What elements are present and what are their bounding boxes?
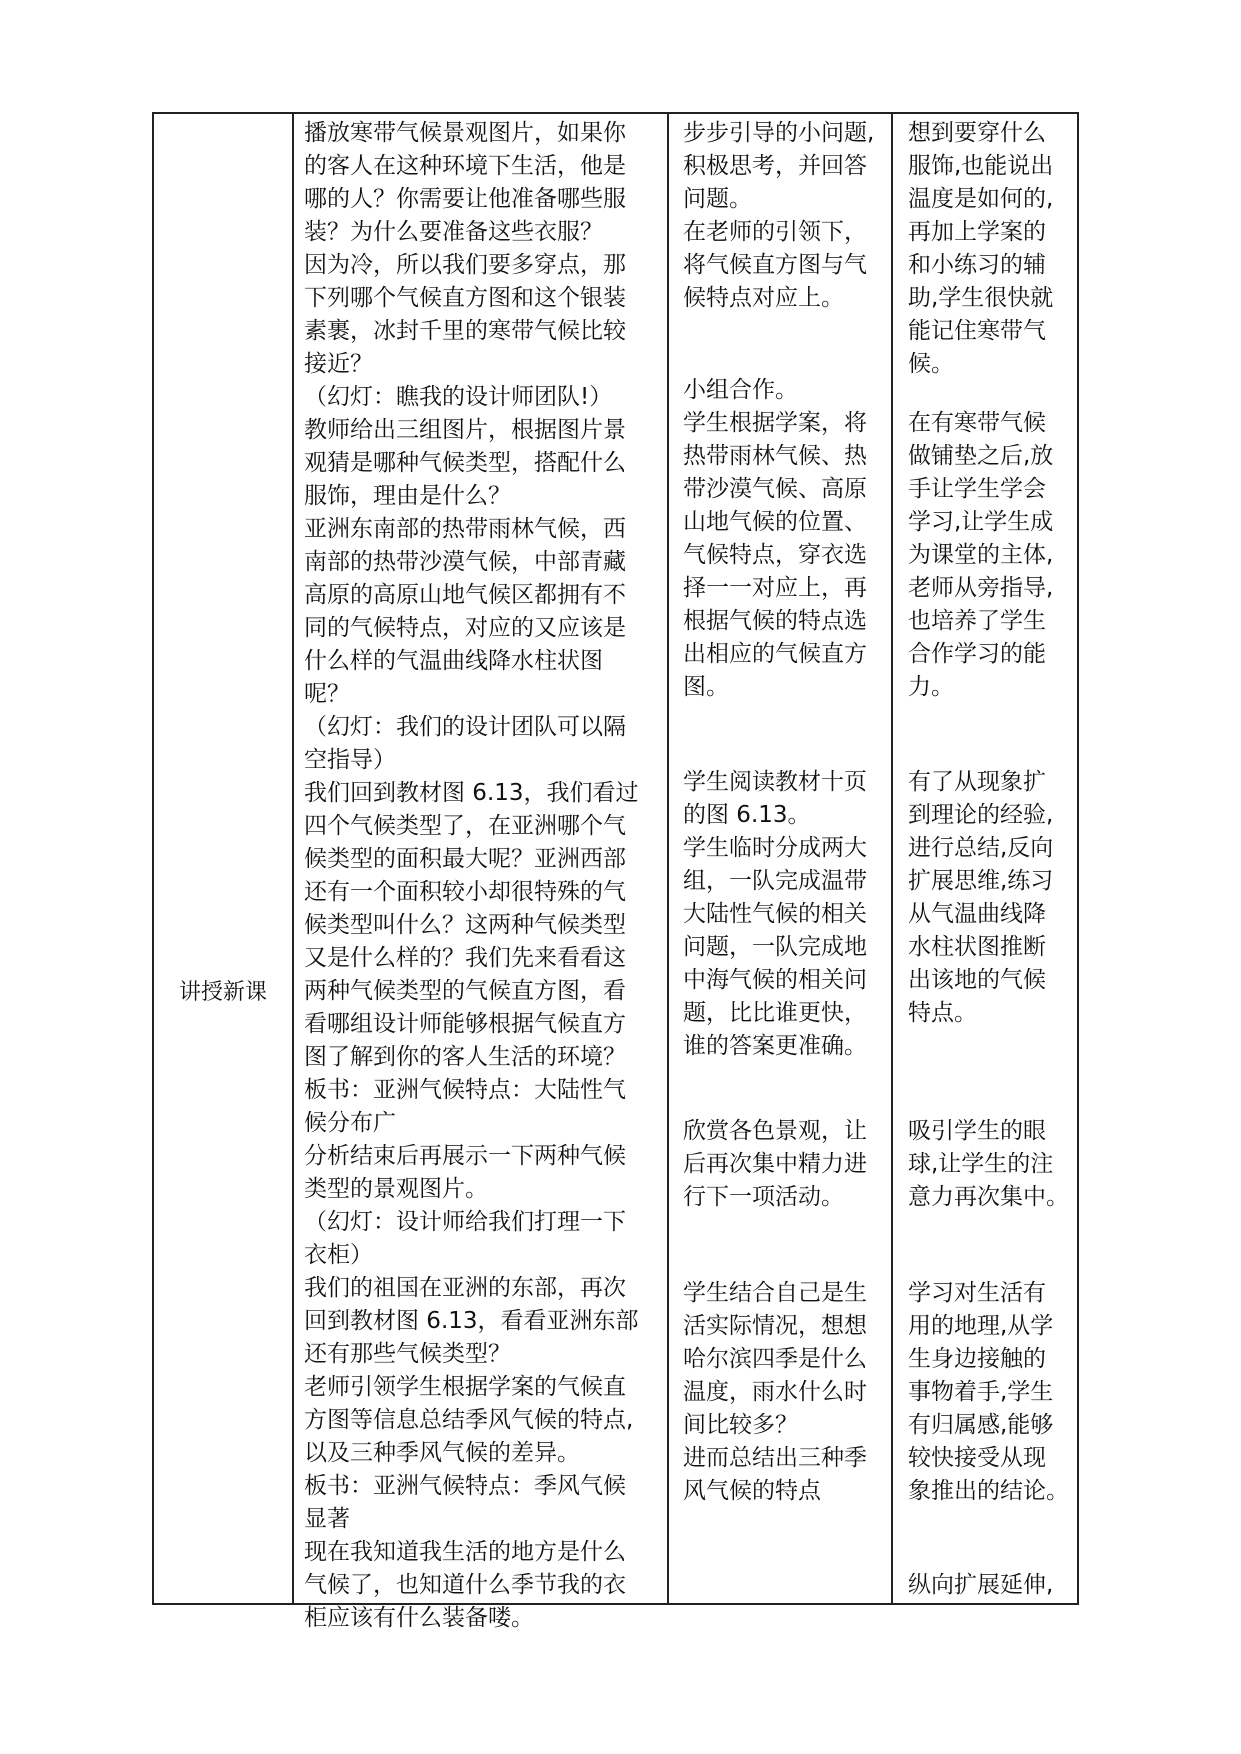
- text-line: 高原的高原山地气候区都拥有不: [304, 582, 626, 608]
- text-line: 素裹，冰封千里的寒带气候比较: [304, 318, 626, 344]
- design-intent-block: [908, 407, 1053, 704]
- text-line: 四个气候类型了，在亚洲哪个气: [304, 813, 626, 839]
- text-line: 还有那些气候类型？: [304, 1341, 511, 1367]
- text-line: （幻灯：瞧我的设计师团队!）: [304, 384, 613, 410]
- text-line: 教师给出三组图片，根据图片景: [304, 417, 626, 443]
- text-line: 学生结合自己是生: [683, 1280, 867, 1306]
- text-line: 想到要穿什么: [908, 120, 1046, 146]
- text-line: 候类型的面积最大呢？亚洲西部: [304, 846, 626, 872]
- text-line: 合作学习的能: [908, 641, 1046, 667]
- text-line: 生身边接触的: [908, 1346, 1046, 1372]
- text-line: 出该地的气候: [908, 967, 1046, 993]
- text-line: 球,让学生的注: [908, 1151, 1054, 1177]
- text-line: 图了解到你的客人生活的环境？: [304, 1044, 626, 1070]
- text-line: 南部的热带沙漠气候，中部青藏: [304, 549, 626, 575]
- text-line: 亚洲东南部的热带雨林气候，西: [304, 516, 626, 542]
- text-line: 我们回到教材图 6.13，我们看过: [304, 780, 639, 806]
- text-line: 中海气候的相关问: [683, 967, 867, 993]
- text-line: 带沙漠气候、高原: [683, 476, 867, 502]
- text-line: 和小练习的辅: [908, 252, 1046, 278]
- text-line: 也培养了学生: [908, 608, 1046, 634]
- design-intent-block: [908, 1277, 1069, 1508]
- text-line: 水柱状图推断: [908, 934, 1046, 960]
- text-line: 候特点对应上。: [683, 285, 844, 311]
- design-intent-block: [908, 1569, 1053, 1602]
- text-line: 学生临时分成两大: [683, 835, 867, 861]
- text-line: 问题。: [683, 186, 752, 212]
- text-line: 在有寒带气候: [908, 410, 1046, 436]
- text-line: 活实际情况，想想: [683, 1313, 867, 1339]
- text-line: 力。: [908, 674, 954, 700]
- text-line: 回到教材图 6.13，看看亚洲东部: [304, 1308, 639, 1334]
- text-line: 再加上学案的: [908, 219, 1046, 245]
- text-line: 进而总结出三种季: [683, 1445, 867, 1471]
- text-line: 在老师的引领下，: [683, 219, 867, 245]
- text-line: 图。: [683, 674, 729, 700]
- text-line: 谁的答案更准确。: [683, 1033, 867, 1059]
- text-line: 学生根据学案，将: [683, 410, 867, 436]
- text-line: 分析结束后再展示一下两种气候: [304, 1143, 626, 1169]
- text-line: 服饰,也能说出: [908, 153, 1054, 179]
- text-line: 从气温曲线降: [908, 901, 1046, 927]
- text-line: 到理论的经验,: [908, 802, 1054, 828]
- text-line: 呢？: [304, 681, 350, 707]
- text-line: 助,学生很快就: [908, 285, 1054, 311]
- text-line: 有归属感,能够: [908, 1412, 1054, 1438]
- text-line: 下列哪个气候直方图和这个银装: [304, 285, 626, 311]
- text-line: 学习对生活有: [908, 1280, 1046, 1306]
- text-line: 欣赏各色景观，让: [683, 1118, 867, 1144]
- text-line: 因为冷，所以我们要多穿点，那: [304, 252, 626, 278]
- text-line: 空指导）: [304, 747, 396, 773]
- text-line: 板书：亚洲气候特点：大陆性气: [304, 1077, 626, 1103]
- text-line: （幻灯：设计师给我们打理一下: [304, 1209, 626, 1235]
- column-divider: [292, 112, 294, 1605]
- text-line: 什么样的气温曲线降水柱状图: [304, 648, 603, 674]
- text-line: 行下一项活动。: [683, 1184, 844, 1210]
- text-line: 服饰，理由是什么？: [304, 483, 511, 509]
- text-line: 接近？: [304, 351, 373, 377]
- column-divider: [667, 112, 669, 1605]
- text-line: 我们的祖国在亚洲的东部，再次: [304, 1275, 626, 1301]
- text-line: 积极思考，并回答: [683, 153, 867, 179]
- text-line: 择一一对应上，再: [683, 575, 867, 601]
- text-line: 出相应的气候直方: [683, 641, 867, 667]
- text-line: 温度是如何的,: [908, 186, 1054, 212]
- text-line: 气候了，也知道什么季节我的衣: [304, 1572, 626, 1598]
- text-line: 间比较多？: [683, 1412, 798, 1438]
- text-line: 看哪组设计师能够根据气候直方: [304, 1011, 626, 1037]
- text-line: 后再次集中精力进: [683, 1151, 867, 1177]
- text-line: 用的地理,从学: [908, 1313, 1054, 1339]
- student-activity-block: [683, 766, 867, 1063]
- text-line: 风气候的特点: [683, 1478, 821, 1504]
- column-divider: [891, 112, 893, 1605]
- text-line: 显著: [304, 1506, 350, 1532]
- text-line: 组，一队完成温带: [683, 868, 867, 894]
- text-line: 扩展思维,练习: [908, 868, 1054, 894]
- text-line: 又是什么样的？我们先来看看这: [304, 945, 626, 971]
- text-line: 类型的景观图片。: [304, 1176, 488, 1202]
- text-line: 还有一个面积较小却很特殊的气: [304, 879, 626, 905]
- text-line: 做铺垫之后,放: [908, 443, 1054, 469]
- text-line: 吸引学生的眼: [908, 1118, 1046, 1144]
- text-line: 有了从现象扩: [908, 769, 1046, 795]
- text-line: 小组合作。: [683, 377, 798, 403]
- text-line: 为课堂的主体,: [908, 542, 1054, 568]
- text-line: 山地气候的位置、: [683, 509, 867, 535]
- text-line: 大陆性气候的相关: [683, 901, 867, 927]
- text-line: 象推出的结论。: [908, 1478, 1069, 1504]
- text-line: 气候特点，穿衣选: [683, 542, 867, 568]
- design-intent-block: [908, 117, 1053, 381]
- text-line: 哪的人？你需要让他准备哪些服: [304, 186, 626, 212]
- text-line: 的图 6.13。: [683, 802, 811, 828]
- text-line: 题，比比谁更快，: [683, 1000, 867, 1026]
- text-line: 手让学生学会: [908, 476, 1046, 502]
- text-line: 以及三种季风气候的差异。: [304, 1440, 580, 1466]
- student-activity-block: [683, 1277, 867, 1508]
- text-line: 的客人在这种环境下生活，他是: [304, 153, 626, 179]
- text-line: 同的气候特点，对应的又应该是: [304, 615, 626, 641]
- text-line: 较快接受从现: [908, 1445, 1046, 1471]
- text-line: 老师引领学生根据学案的气候直: [304, 1374, 626, 1400]
- text-line: 将气候直方图与气: [683, 252, 867, 278]
- design-intent-block: [908, 1115, 1069, 1214]
- text-line: 候类型叫什么？这两种气候类型: [304, 912, 626, 938]
- text-line: 事物着手,学生: [908, 1379, 1054, 1405]
- text-line: 步步引导的小问题,: [683, 120, 875, 146]
- text-line: 热带雨林气候、热: [683, 443, 867, 469]
- student-activity-block: [683, 1115, 867, 1214]
- student-activity-block: [683, 374, 867, 704]
- text-line: 特点。: [908, 1000, 977, 1026]
- text-line: 两种气候类型的气候直方图，看: [304, 978, 626, 1004]
- teacher-activity-block: [304, 117, 639, 1635]
- text-line: （幻灯：我们的设计团队可以隔: [304, 714, 626, 740]
- text-line: 进行总结,反向: [908, 835, 1054, 861]
- text-line: 纵向扩展延伸,: [908, 1572, 1054, 1598]
- text-line: 学生阅读教材十页: [683, 769, 867, 795]
- text-line: 播放寒带气候景观图片，如果你: [304, 120, 626, 146]
- text-line: 哈尔滨四季是什么: [683, 1346, 867, 1372]
- text-line: 学习,让学生成: [908, 509, 1054, 535]
- student-activity-block: [683, 117, 874, 315]
- text-line: 柜应该有什么装备喽。: [304, 1605, 534, 1631]
- text-line: 温度，雨水什么时: [683, 1379, 867, 1405]
- stage-label: 讲授新课: [178, 980, 267, 1005]
- text-line: 观猜是哪种气候类型，搭配什么: [304, 450, 626, 476]
- text-line: 候分布广: [304, 1110, 396, 1136]
- text-line: 老师从旁指导,: [908, 575, 1054, 601]
- text-line: 现在我知道我生活的地方是什么: [304, 1539, 626, 1565]
- text-line: 方图等信息总结季风气候的特点,: [304, 1407, 634, 1433]
- text-line: 意力再次集中。: [908, 1184, 1069, 1210]
- text-line: 能记住寒带气: [908, 318, 1046, 344]
- text-line: 衣柜）: [304, 1242, 373, 1268]
- text-line: 问题，一队完成地: [683, 934, 867, 960]
- text-line: 板书：亚洲气候特点：季风气候: [304, 1473, 626, 1499]
- text-line: 候。: [908, 351, 954, 377]
- design-intent-block: [908, 766, 1053, 1030]
- text-line: 根据气候的特点选: [683, 608, 867, 634]
- text-line: 装？为什么要准备这些衣服？: [304, 219, 603, 245]
